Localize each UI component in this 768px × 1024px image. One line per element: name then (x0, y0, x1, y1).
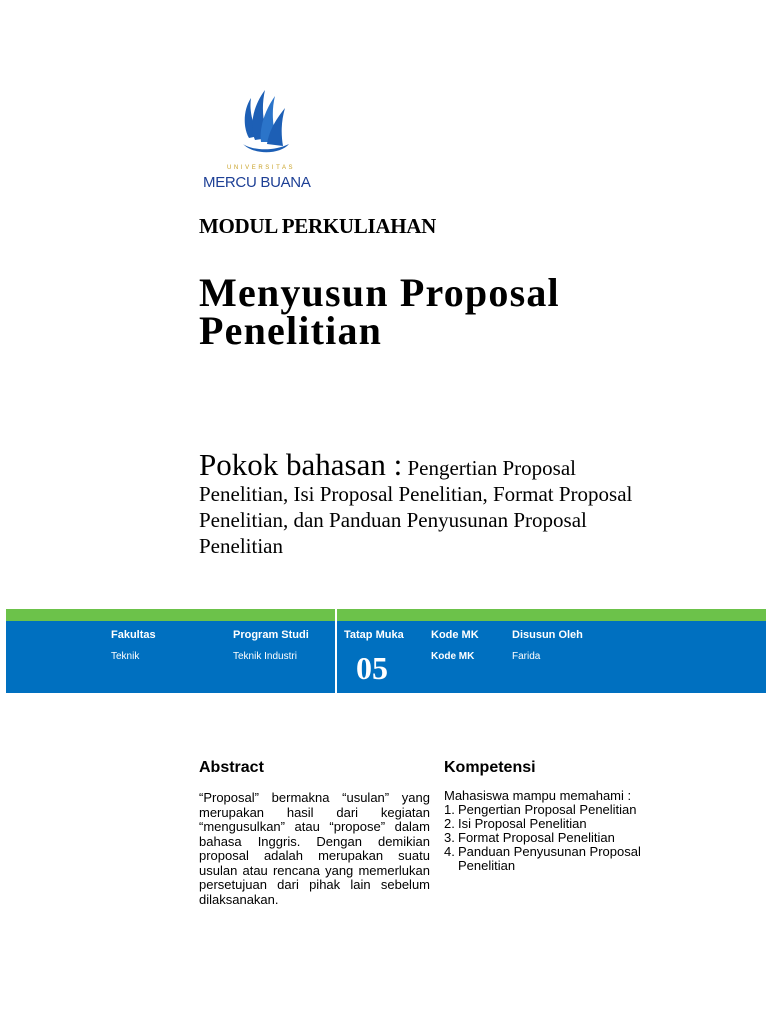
list-item-number: 1. (444, 802, 455, 817)
list-item-number: 3. (444, 830, 455, 845)
list-item (444, 845, 694, 873)
list-item-text: Isi Proposal Penelitian (458, 816, 587, 831)
disusun-oleh-value: Farida (512, 651, 541, 662)
prodi-value: Teknik Industri (233, 651, 297, 662)
pokok-bahasan (199, 447, 669, 559)
fakultas-value: Teknik (111, 651, 140, 662)
kompetensi-heading: Kompetensi (444, 759, 536, 776)
info-band-green-stripe (6, 609, 766, 621)
pokok-text: Pengertian Proposal Penelitian, Isi Proposal Penelitian, Format Proposal Penelitian, dan Panduan Penyusunan Proposal Penelitian (199, 456, 633, 558)
kompetensi-intro: Mahasiswa mampu memahami : (444, 788, 632, 803)
kompetensi-block (444, 789, 694, 873)
fakultas-header: Fakultas (111, 629, 156, 641)
tatap-muka-value: 05 (356, 650, 388, 686)
list-item (444, 803, 694, 817)
page-title: Menyusun Proposal Penelitian (199, 270, 560, 353)
pokok-lead: Pokok bahasan : (199, 447, 403, 482)
list-item-number: 4. (444, 844, 455, 859)
list-item (444, 817, 694, 831)
kode-mk-header: Kode MK (431, 629, 479, 641)
tatap-muka-header: Tatap Muka (344, 629, 404, 641)
list-item (444, 831, 694, 845)
mercu-buana-emblem-icon (199, 88, 334, 168)
list-item-number: 2. (444, 816, 455, 831)
abstract-text: “Proposal” bermakna “usulan” yang merupakan hasil dari kegiatan “mengusulkan” atau “propose” dalam bahasa Inggris. Dengan demikian proposal adalah merupakan suatu usulan atau rencana yang memerlukan persetujuan dari pihak lain sebelum dilaksanakan. (199, 790, 430, 907)
logo-small-text: UNIVERSITAS (227, 165, 296, 171)
kode-mk-value: Kode MK (431, 651, 475, 662)
list-item-text: Pengertian Proposal Penelitian (458, 802, 637, 817)
modul-label: MODUL PERKULIAHAN (199, 214, 436, 238)
prodi-header: Program Studi (233, 629, 309, 641)
kompetensi-list (444, 803, 694, 873)
abstract-heading: Abstract (199, 759, 264, 776)
info-band-divider (335, 609, 337, 693)
logo-university-name: MERCU BUANA (203, 174, 311, 191)
disusun-oleh-header: Disusun Oleh (512, 629, 583, 641)
university-logo (199, 88, 334, 192)
list-item-text: Panduan Penyusunan Proposal Penelitian (458, 844, 641, 873)
list-item-text: Format Proposal Penelitian (458, 830, 615, 845)
